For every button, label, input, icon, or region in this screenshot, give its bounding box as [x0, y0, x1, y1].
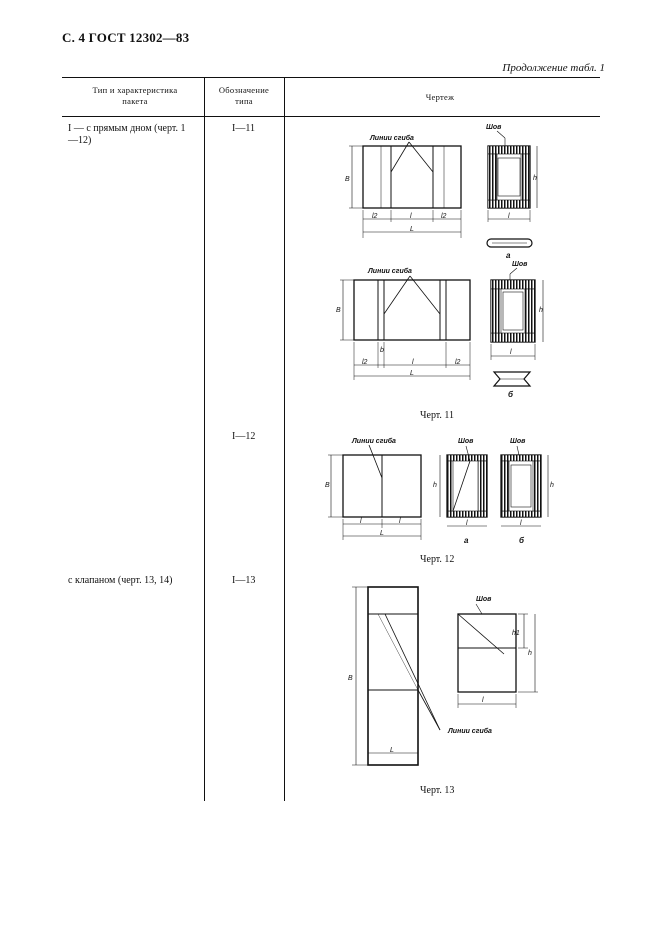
subfigure-a: а [506, 251, 511, 260]
header-code: Обозначение типа [218, 85, 270, 106]
row-code-2: I—12 [232, 431, 256, 442]
seam-label: Шов [510, 438, 526, 445]
caption-drawing-11: Черт. 11 [420, 410, 455, 421]
dim-l: l [520, 520, 522, 527]
dim-B: B [345, 176, 350, 183]
seam-label: Шов [458, 438, 474, 445]
dim-L: L [410, 226, 414, 233]
fold-line-label: Линии сгиба [368, 268, 412, 275]
dim-h: h [528, 650, 532, 657]
dim-l: l [399, 518, 401, 525]
dim-l: l [412, 359, 414, 366]
drawing-11-lower-front [340, 276, 470, 380]
dim-l2: l2 [362, 359, 368, 366]
row-code-3: I—13 [232, 575, 256, 586]
dim-h: h [533, 175, 537, 182]
dim-l: l [466, 520, 468, 527]
dim-h1: h1 [512, 630, 520, 637]
dim-l2: l2 [441, 213, 447, 220]
page-header: С. 4 ГОСТ 12302—83 [62, 30, 190, 45]
seam-label: Шов [486, 124, 502, 131]
dim-l: l [360, 518, 362, 525]
dim-l: l [410, 213, 412, 220]
header-drawing: Чертеж [425, 92, 455, 102]
dim-B: B [325, 482, 330, 489]
dim-l2: l2 [372, 213, 378, 220]
drawing-11-upper-side [487, 131, 537, 247]
row-type-1: I — с прямым дном (черт. 1—12) [68, 123, 186, 146]
dim-L: L [380, 530, 384, 537]
dim-l: l [482, 697, 484, 704]
dim-l: l [510, 349, 512, 356]
drawing-12-front [328, 445, 421, 540]
seam-label: Шов [512, 261, 528, 268]
dim-L: L [390, 747, 394, 754]
row-type-3: с клапаном (черт. 13, 14) [68, 575, 173, 586]
dim-l: l [508, 213, 510, 220]
seam-label: Шов [476, 596, 492, 603]
dim-B: B [336, 307, 341, 314]
row-code-1: I—11 [232, 123, 255, 134]
dim-h: h [539, 307, 543, 314]
drawing-11-lower-side [491, 268, 543, 386]
dim-L: L [410, 370, 414, 377]
drawing-12b-side [501, 446, 548, 526]
dim-h: h [433, 482, 437, 489]
drawing-13-front [352, 587, 440, 765]
fold-line-label: Линии сгиба [448, 728, 492, 735]
caption-drawing-12: Черт. 12 [420, 554, 455, 565]
header-type: Тип и характеристика пакета [92, 85, 178, 106]
subfigure-b: б [519, 536, 524, 545]
caption-drawing-13: Черт. 13 [420, 785, 455, 796]
drawing-11-upper-front [349, 142, 461, 238]
drawing-12a-side [440, 446, 487, 526]
fold-line-label: Линии сгиба [352, 438, 396, 445]
dim-h: h [550, 482, 554, 489]
dim-l2: l2 [455, 359, 461, 366]
table-continuation-note: Продолжение табл. 1 [502, 62, 605, 74]
dim-B: B [348, 675, 353, 682]
subfigure-b: б [508, 390, 513, 399]
subfigure-a: а [464, 536, 469, 545]
dim-b: b [380, 347, 384, 354]
fold-line-label: Линии сгиба [370, 135, 414, 142]
drawing-13-side [458, 604, 538, 708]
